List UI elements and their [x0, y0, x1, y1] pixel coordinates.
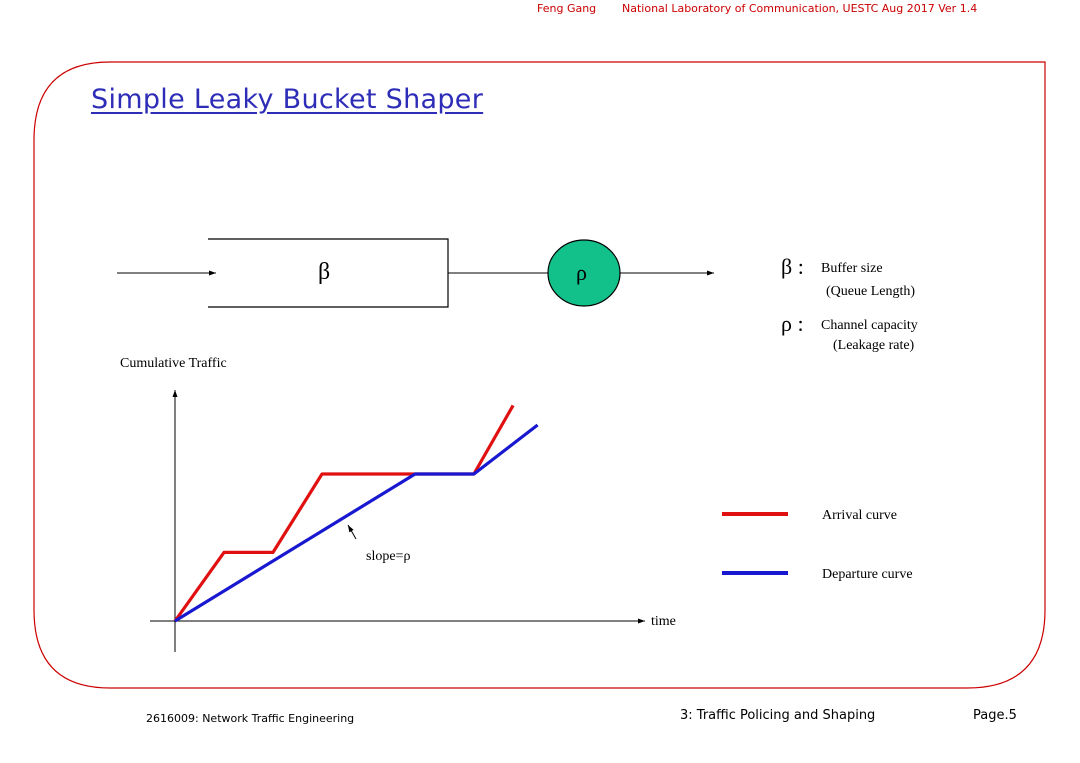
buffer-beta-label: β [318, 259, 331, 285]
author-label: Feng Gang [537, 2, 597, 15]
legend-beta-sub: (Queue Length) [826, 284, 916, 299]
legend-rho-symbol: ρ : [781, 311, 804, 336]
footer-chapter: 3: Traffic Policing and Shaping [680, 708, 876, 723]
footer-page: Page.5 [973, 708, 1017, 723]
slide-title: Simple Leaky Bucket Shaper [91, 84, 484, 115]
departure-curve-line [175, 425, 538, 621]
y-axis-label: Cumulative Traffic [120, 356, 227, 371]
legend-rho-text: Channel capacity [821, 318, 918, 333]
legend-label-departure: Departure curve [822, 567, 913, 582]
legend-beta-symbol: β : [781, 254, 804, 279]
legend-label-arrival: Arrival curve [822, 508, 898, 523]
server-rho-label: ρ [576, 260, 587, 285]
affiliation-label: National Laboratory of Communication, UESTC Aug 2017 Ver 1.4 [622, 2, 978, 15]
legend-rho-sub: (Leakage rate) [833, 338, 915, 353]
legend-beta-text: Buffer size [821, 261, 883, 276]
slope-pointer-arrow [348, 525, 356, 539]
slope-annotation: slope=ρ [366, 549, 411, 564]
footer-course: 2616009: Network Traffic Engineering [146, 712, 355, 725]
x-axis-label: time [651, 614, 676, 629]
